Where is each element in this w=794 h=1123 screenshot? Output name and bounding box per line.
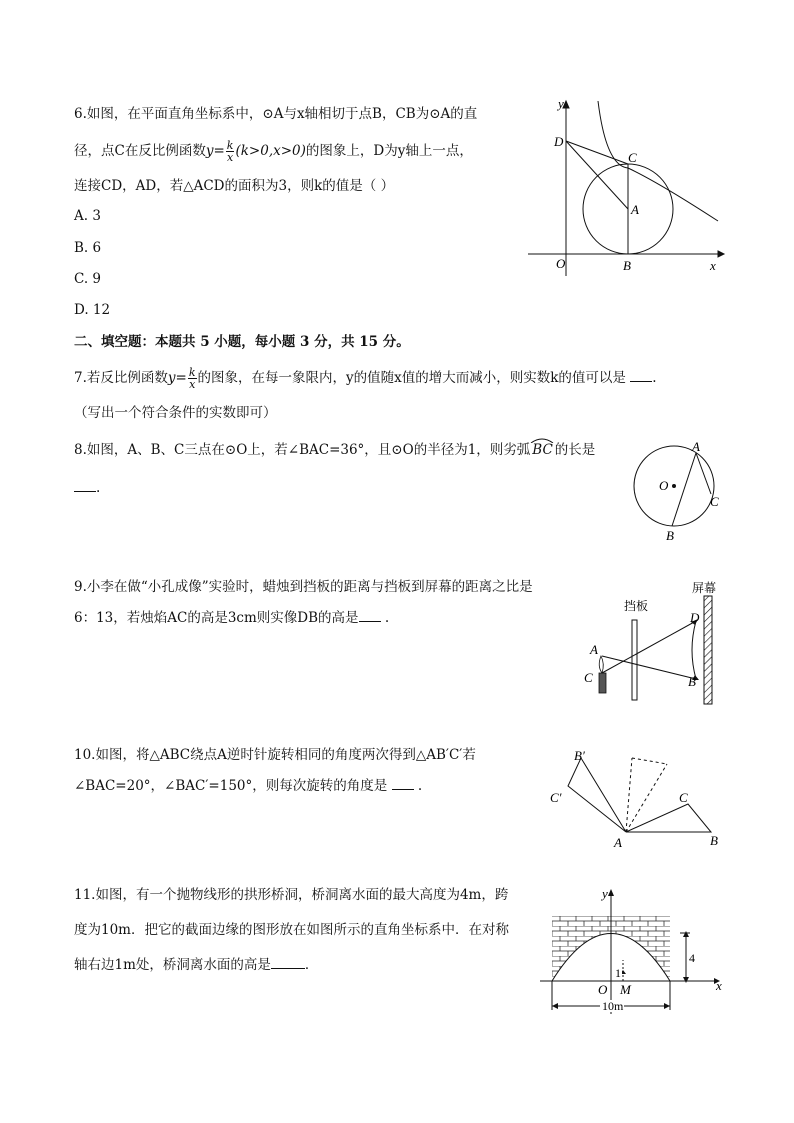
q6-label-o: O <box>556 256 566 271</box>
q11-label-1: 1 <box>615 966 621 980</box>
q8-label-o: O <box>659 478 669 493</box>
q9-ray-c <box>602 621 696 673</box>
q11-label-4: 4 <box>689 951 695 965</box>
q10-triangle-abpcp <box>568 758 626 832</box>
q10-label-bp: B′ <box>574 748 585 763</box>
q7-line1: 7.若反比例函数y= $\frac{k}{x}$ 的图象，在每一象限内，y的值随x值的增大而减小，则实数k的值可以是 . <box>74 366 657 391</box>
q6-fraction: $\frac{k}{x}$ <box>226 139 234 164</box>
q8-line1: 8.如图，A、B、C三点在⊙O上，若∠BAC=36°，且⊙O的半径为1，则劣弧 BC 的长是 <box>74 440 595 460</box>
q7-fraction: $\frac{k}{x}$ <box>188 366 196 391</box>
q9-candle <box>599 673 606 693</box>
q9-ray-a <box>602 656 696 679</box>
q6-label-d: D <box>554 134 564 149</box>
q6-label-c: C <box>628 150 637 165</box>
q6-option-d[interactable]: D. 12 <box>74 302 111 318</box>
q9-line1: 9.小李在做“小孔成像”实验时，蜡烛到挡板的距离与挡板到屏幕的距离之比是 <box>74 579 533 595</box>
q9-label-c: C <box>584 670 593 685</box>
q6-hyperbola <box>598 101 718 221</box>
q8-label-c: C <box>710 494 719 509</box>
q11-label-y: y <box>602 886 608 901</box>
q6-label-b: B <box>623 258 631 273</box>
q8-figure <box>626 438 726 542</box>
q11-figure <box>540 886 726 1016</box>
q6-option-b[interactable]: B. 6 <box>74 240 102 256</box>
q8-line2: . <box>74 478 100 498</box>
q10-answer-blank[interactable] <box>392 777 414 790</box>
q7-line2: （写出一个符合条件的实数即可） <box>74 405 277 421</box>
q9-label-d: D <box>690 610 700 625</box>
q9-board <box>632 620 637 700</box>
q10-triangle-abc <box>626 804 711 832</box>
q6-segment-dc <box>566 141 628 164</box>
q10-line2: ∠BAC=20°，∠BAC′=150°，则每次旋转的角度是 . <box>74 778 423 794</box>
q11-line1: 11.如图，有一个抛物线形的拱形桥洞，桥洞离水面的最大高度为4m，跨 <box>74 887 509 903</box>
q6-label-x: x <box>710 258 716 273</box>
q9-line2: 6：13，若烛焰AC的高是3cm则实像DB的高是 . <box>74 610 390 626</box>
q9-label-screen: 屏幕 <box>692 581 717 595</box>
q7-answer-blank[interactable] <box>630 369 652 382</box>
q9-flame <box>599 656 603 673</box>
q11-label-m: M <box>620 982 631 997</box>
q6-line3: 连接CD，AD，若△ACD的面积为3，则k的值是（ ） <box>74 178 395 194</box>
q9-figure <box>580 576 730 708</box>
q10-figure <box>546 744 726 852</box>
q8-answer-blank[interactable] <box>74 479 96 492</box>
q10-label-cp: C′ <box>550 790 562 805</box>
q8-label-a: A <box>692 439 700 454</box>
q6-label-a: A <box>631 202 639 217</box>
q6-segment-da <box>566 141 628 209</box>
q8-chord-ab <box>672 453 696 526</box>
q9-screen <box>704 596 712 704</box>
q9-answer-blank[interactable] <box>359 609 381 622</box>
q6-figure <box>528 96 728 281</box>
q11-label-10m: 10m <box>602 999 624 1013</box>
q6-option-a[interactable]: A. 3 <box>74 208 101 224</box>
q9-image-arc <box>692 621 696 679</box>
q9-label-board: 挡板 <box>624 599 649 613</box>
q6-line1: 6.如图，在平面直角坐标系中，⊙A与x轴相切于点B，CB为⊙A的直 <box>74 106 478 122</box>
q6-option-c[interactable]: C. 9 <box>74 271 102 287</box>
q11-line2: 度为10m．把它的截面边缘的图形放在如图所示的直角坐标系中．在对称 <box>74 922 509 938</box>
q8-center-dot <box>672 484 676 488</box>
q6-line2: 径，点C在反比例函数y= $\frac{k}{x}$ (k>0,x>0)的图象上，D为y轴上一点， <box>74 139 473 164</box>
q10-label-c: C <box>679 790 688 805</box>
q8-arc-bc: BC <box>530 440 555 460</box>
q11-label-o: O <box>598 982 608 997</box>
q11-answer-blank[interactable] <box>271 956 305 969</box>
q6-label-y: y <box>558 96 564 111</box>
q9-label-a: A <box>590 642 598 657</box>
q10-line1: 10.如图，将△ABC绕点A逆时针旋转相同的角度两次得到△AB′C′若 <box>74 747 476 763</box>
q8-label-b: B <box>666 528 674 542</box>
q9-label-b: B <box>688 674 696 689</box>
q11-label-x: x <box>716 978 722 993</box>
q10-label-a: A <box>614 835 622 850</box>
q10-dashed-triangle <box>626 758 667 832</box>
section-2-heading: 二、填空题：本题共 5 小题，每小题 3 分，共 15 分。 <box>74 334 410 350</box>
q11-line3: 轴右边1m处，桥洞离水面的高是 ． <box>74 957 319 973</box>
q10-label-b: B <box>710 833 718 848</box>
